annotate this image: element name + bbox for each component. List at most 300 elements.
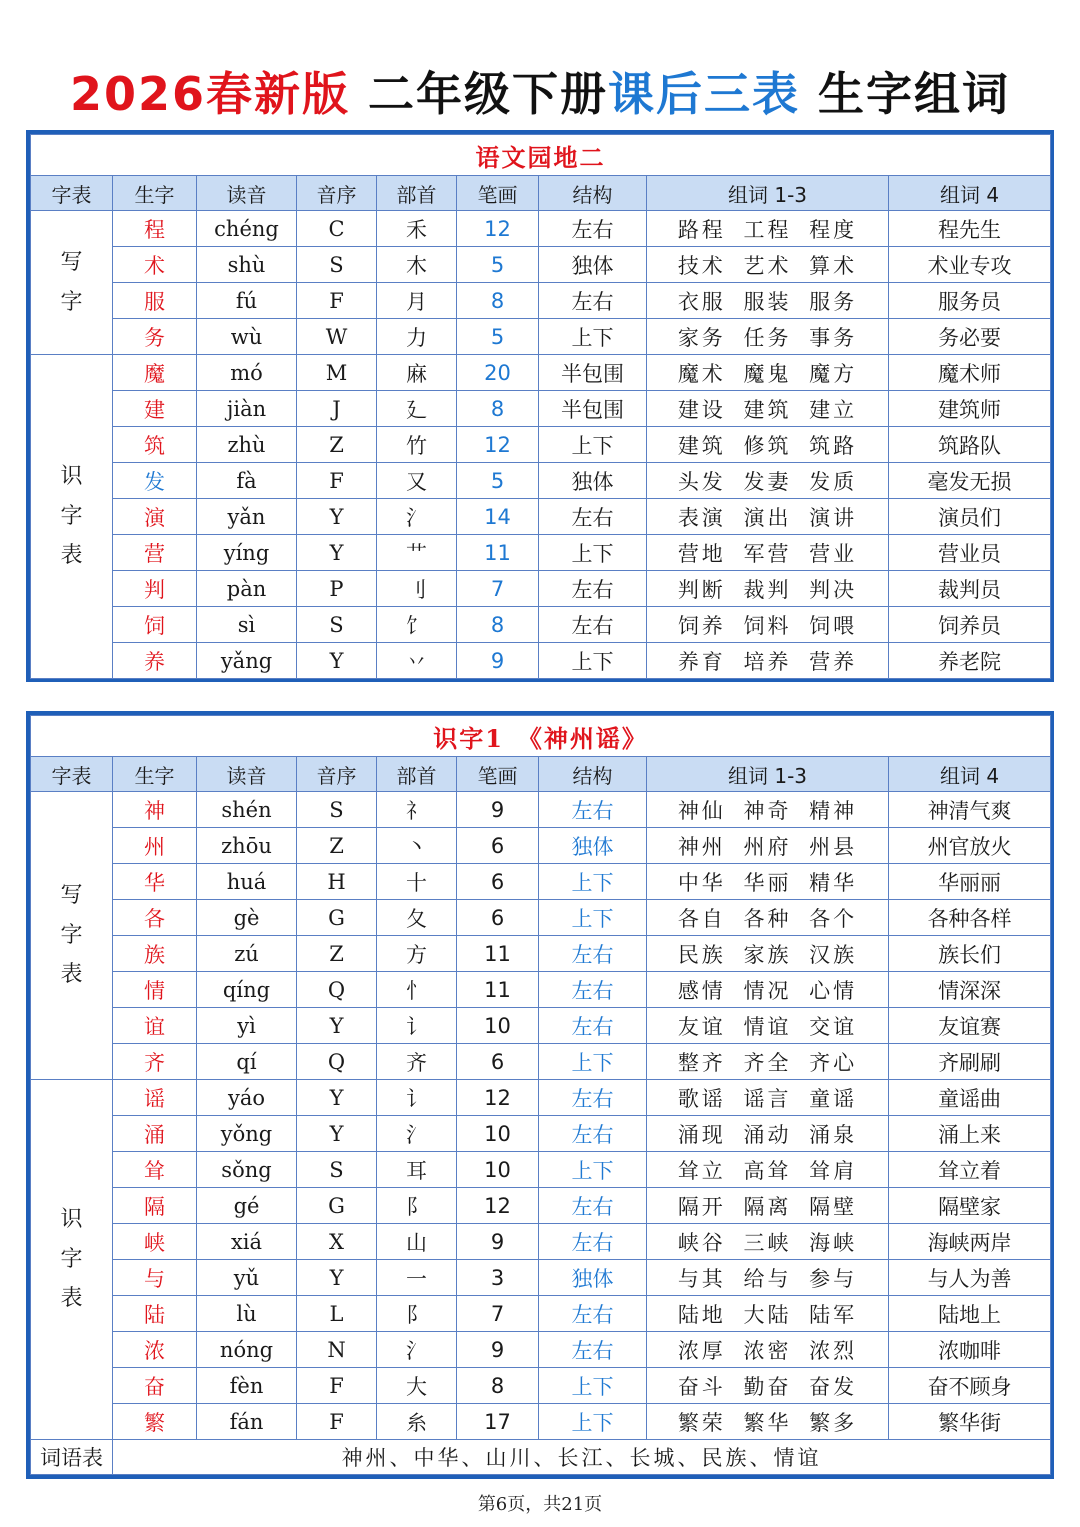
- table-row: [31, 792, 1051, 828]
- column-header: 部首: [377, 176, 457, 211]
- group-label: [31, 211, 113, 355]
- column-header: 结构: [539, 176, 647, 211]
- stroke-count-cell: 8: [457, 1368, 539, 1404]
- column-header: 组词 1-3: [647, 757, 889, 792]
- table-row: [31, 211, 1051, 247]
- column-header: 音序: [297, 757, 377, 792]
- word4-cell: 华丽丽: [889, 864, 1051, 900]
- words-cell: 涌现 涌动 涌泉: [647, 1116, 889, 1152]
- initial-cell: Y: [297, 535, 377, 571]
- char-cell: 齐: [113, 1044, 197, 1080]
- initial-cell: F: [297, 283, 377, 319]
- word4-cell: 浓咖啡: [889, 1332, 1051, 1368]
- stroke-count-cell: 12: [457, 427, 539, 463]
- char-cell: 筑: [113, 427, 197, 463]
- structure-cell: 独体: [539, 247, 647, 283]
- words-cell: 技术 艺术 算术: [647, 247, 889, 283]
- structure-cell: 独体: [539, 463, 647, 499]
- stroke-count-cell: 8: [457, 283, 539, 319]
- initial-cell: Z: [297, 828, 377, 864]
- pinyin-cell: zhù: [197, 427, 297, 463]
- char-cell: 与: [113, 1260, 197, 1296]
- table-row: [31, 1152, 1051, 1188]
- radical-cell: 饣: [377, 607, 457, 643]
- word4-cell: 服务员: [889, 283, 1051, 319]
- char-cell: 情: [113, 972, 197, 1008]
- initial-cell: G: [297, 1188, 377, 1224]
- structure-cell: 上下: [539, 1152, 647, 1188]
- initial-cell: Y: [297, 1116, 377, 1152]
- pinyin-cell: zhōu: [197, 828, 297, 864]
- char-cell: 涌: [113, 1116, 197, 1152]
- stroke-count-cell: 9: [457, 792, 539, 828]
- char-cell: 州: [113, 828, 197, 864]
- pinyin-cell: gé: [197, 1188, 297, 1224]
- stroke-count-cell: 7: [457, 1296, 539, 1332]
- initial-cell: G: [297, 900, 377, 936]
- group-label: [31, 355, 113, 679]
- radical-cell: 糸: [377, 1404, 457, 1440]
- char-cell: 陆: [113, 1296, 197, 1332]
- stroke-count-cell: 11: [457, 535, 539, 571]
- char-cell: 族: [113, 936, 197, 972]
- stroke-count-cell: 7: [457, 571, 539, 607]
- initial-cell: C: [297, 211, 377, 247]
- structure-cell: 上下: [539, 864, 647, 900]
- word4-cell: 耸立着: [889, 1152, 1051, 1188]
- words-cell: 判断 裁判 判决: [647, 571, 889, 607]
- stroke-count-cell: 11: [457, 972, 539, 1008]
- radical-cell: 夂: [377, 900, 457, 936]
- char-cell: 程: [113, 211, 197, 247]
- structure-cell: 上下: [539, 643, 647, 679]
- words-cell: 与其 给与 参与: [647, 1260, 889, 1296]
- column-header: 生字: [113, 757, 197, 792]
- words-cell: 友谊 情谊 交谊: [647, 1008, 889, 1044]
- word4-cell: 齐刷刷: [889, 1044, 1051, 1080]
- char-cell: 养: [113, 643, 197, 679]
- table-row: [31, 391, 1051, 427]
- pinyin-cell: yǔ: [197, 1260, 297, 1296]
- table-row: [31, 535, 1051, 571]
- table-row: [31, 427, 1051, 463]
- group-label: [31, 792, 113, 1080]
- table-row: [31, 643, 1051, 679]
- group-label-text: 写字: [60, 249, 83, 315]
- stroke-count-cell: 9: [457, 1224, 539, 1260]
- structure-cell: 左右: [539, 283, 647, 319]
- column-header: 部首: [377, 757, 457, 792]
- initial-cell: H: [297, 864, 377, 900]
- stroke-count-cell: 14: [457, 499, 539, 535]
- structure-cell: 独体: [539, 1260, 647, 1296]
- table-row: [31, 1404, 1051, 1440]
- char-cell: 魔: [113, 355, 197, 391]
- column-header: 音序: [297, 176, 377, 211]
- stroke-count-cell: 8: [457, 607, 539, 643]
- pinyin-cell: xiá: [197, 1224, 297, 1260]
- initial-cell: S: [297, 247, 377, 283]
- table-row: [31, 900, 1051, 936]
- words-cell: 隔开 隔离 隔壁: [647, 1188, 889, 1224]
- words-cell: 整齐 齐全 齐心: [647, 1044, 889, 1080]
- initial-cell: F: [297, 463, 377, 499]
- initial-cell: Z: [297, 427, 377, 463]
- pinyin-cell: fán: [197, 1404, 297, 1440]
- word4-cell: 繁华街: [889, 1404, 1051, 1440]
- radical-cell: 讠: [377, 1080, 457, 1116]
- words-cell: 养育 培养 营养: [647, 643, 889, 679]
- char-cell: 峡: [113, 1224, 197, 1260]
- char-cell: 发: [113, 463, 197, 499]
- pinyin-cell: huá: [197, 864, 297, 900]
- initial-cell: Y: [297, 1008, 377, 1044]
- char-cell: 饲: [113, 607, 197, 643]
- char-cell: 耸: [113, 1152, 197, 1188]
- word4-cell: 筑路队: [889, 427, 1051, 463]
- words-cell: 陆地 大陆 陆军: [647, 1296, 889, 1332]
- char-cell: 隔: [113, 1188, 197, 1224]
- word4-cell: 友谊赛: [889, 1008, 1051, 1044]
- char-cell: 奋: [113, 1368, 197, 1404]
- pinyin-cell: shén: [197, 792, 297, 828]
- char-cell: 神: [113, 792, 197, 828]
- section-yuwen-yuandi-2: [26, 130, 1054, 682]
- pinyin-cell: fèn: [197, 1368, 297, 1404]
- table-row: [31, 1080, 1051, 1116]
- char-cell: 演: [113, 499, 197, 535]
- stroke-count-cell: 11: [457, 936, 539, 972]
- radical-cell: 廴: [377, 391, 457, 427]
- char-cell: 各: [113, 900, 197, 936]
- pinyin-cell: yǎng: [197, 643, 297, 679]
- word4-cell: 裁判员: [889, 571, 1051, 607]
- column-header: 组词 4: [889, 757, 1051, 792]
- word4-cell: 隔壁家: [889, 1188, 1051, 1224]
- structure-cell: 左右: [539, 1080, 647, 1116]
- words-cell: 饲养 饲料 饲喂: [647, 607, 889, 643]
- word4-cell: 海峡两岸: [889, 1224, 1051, 1260]
- column-header: 笔画: [457, 757, 539, 792]
- initial-cell: F: [297, 1404, 377, 1440]
- initial-cell: Y: [297, 1080, 377, 1116]
- stroke-count-cell: 8: [457, 391, 539, 427]
- words-cell: 表演 演出 演讲: [647, 499, 889, 535]
- stroke-count-cell: 10: [457, 1116, 539, 1152]
- pinyin-cell: yǎn: [197, 499, 297, 535]
- radical-cell: 刂: [377, 571, 457, 607]
- title-year: 2026: [69, 67, 207, 121]
- vocab-words: 神州、中华、山川、长江、长城、民族、情谊: [113, 1440, 1051, 1475]
- pinyin-cell: yáo: [197, 1080, 297, 1116]
- table-row: [31, 1116, 1051, 1152]
- table-row: [31, 1368, 1051, 1404]
- structure-cell: 左右: [539, 936, 647, 972]
- table-row: [31, 936, 1051, 972]
- structure-cell: 左右: [539, 571, 647, 607]
- table-row: [31, 571, 1051, 607]
- word4-cell: 族长们: [889, 936, 1051, 972]
- column-header: 笔画: [457, 176, 539, 211]
- char-cell: 判: [113, 571, 197, 607]
- radical-cell: 氵: [377, 1332, 457, 1368]
- pinyin-cell: wù: [197, 319, 297, 355]
- char-table-1: [30, 134, 1051, 679]
- column-header-row: [31, 757, 1051, 792]
- table-row: [31, 463, 1051, 499]
- words-cell: 峡谷 三峡 海峡: [647, 1224, 889, 1260]
- structure-cell: 左右: [539, 792, 647, 828]
- pinyin-cell: mó: [197, 355, 297, 391]
- radical-cell: 丶: [377, 828, 457, 864]
- initial-cell: S: [297, 792, 377, 828]
- structure-cell: 上下: [539, 535, 647, 571]
- radical-cell: 耳: [377, 1152, 457, 1188]
- table-row: [31, 607, 1051, 643]
- char-cell: 术: [113, 247, 197, 283]
- char-cell: 建: [113, 391, 197, 427]
- initial-cell: Q: [297, 972, 377, 1008]
- char-cell: 浓: [113, 1332, 197, 1368]
- structure-cell: 左右: [539, 1008, 647, 1044]
- structure-cell: 左右: [539, 972, 647, 1008]
- radical-cell: 麻: [377, 355, 457, 391]
- structure-cell: 上下: [539, 900, 647, 936]
- words-cell: 头发 发妻 发质: [647, 463, 889, 499]
- structure-cell: 上下: [539, 1044, 647, 1080]
- radical-cell: 月: [377, 283, 457, 319]
- words-cell: 民族 家族 汉族: [647, 936, 889, 972]
- char-cell: 营: [113, 535, 197, 571]
- structure-cell: 上下: [539, 1404, 647, 1440]
- pinyin-cell: sǒng: [197, 1152, 297, 1188]
- table-row: [31, 828, 1051, 864]
- radical-cell: 艹: [377, 535, 457, 571]
- pinyin-cell: zú: [197, 936, 297, 972]
- table-row: [31, 355, 1051, 391]
- initial-cell: Z: [297, 936, 377, 972]
- column-header: 读音: [197, 757, 297, 792]
- pinyin-cell: chéng: [197, 211, 297, 247]
- radical-cell: 礻: [377, 792, 457, 828]
- structure-cell: 左右: [539, 1296, 647, 1332]
- section-title: 语文园地二: [31, 135, 1051, 176]
- table-row: [31, 864, 1051, 900]
- initial-cell: S: [297, 1152, 377, 1188]
- section-shizi-1: [26, 711, 1054, 1479]
- stroke-count-cell: 9: [457, 1332, 539, 1368]
- word4-cell: 魔术师: [889, 355, 1051, 391]
- column-header: 组词 4: [889, 176, 1051, 211]
- structure-cell: 左右: [539, 1116, 647, 1152]
- radical-cell: 禾: [377, 211, 457, 247]
- words-cell: 营地 军营 营业: [647, 535, 889, 571]
- pinyin-cell: fà: [197, 463, 297, 499]
- radical-cell: 又: [377, 463, 457, 499]
- words-cell: 神仙 神奇 精神: [647, 792, 889, 828]
- group-label-text: 识字表: [60, 1207, 83, 1312]
- table-row: [31, 1008, 1051, 1044]
- structure-cell: 独体: [539, 828, 647, 864]
- radical-cell: 丷: [377, 643, 457, 679]
- words-cell: 感情 情况 心情: [647, 972, 889, 1008]
- table-row: [31, 1260, 1051, 1296]
- section-title-row: [31, 135, 1051, 176]
- words-cell: 浓厚 浓密 浓烈: [647, 1332, 889, 1368]
- page-footer: 第6页，共21页: [477, 1494, 603, 1515]
- stroke-count-cell: 6: [457, 900, 539, 936]
- words-cell: 魔术 魔鬼 魔方: [647, 355, 889, 391]
- stroke-count-cell: 6: [457, 1044, 539, 1080]
- structure-cell: 上下: [539, 427, 647, 463]
- word4-cell: 养老院: [889, 643, 1051, 679]
- char-table-2: [30, 715, 1051, 1475]
- column-header: 组词 1-3: [647, 176, 889, 211]
- radical-cell: 阝: [377, 1188, 457, 1224]
- words-cell: 建设 建筑 建立: [647, 391, 889, 427]
- pinyin-cell: yì: [197, 1008, 297, 1044]
- title-grade: 二年级下册: [368, 67, 609, 121]
- stroke-count-cell: 6: [457, 864, 539, 900]
- pinyin-cell: shù: [197, 247, 297, 283]
- column-header: 读音: [197, 176, 297, 211]
- group-label-text: 写字表: [60, 883, 83, 988]
- words-cell: 各自 各种 各个: [647, 900, 889, 936]
- char-cell: 务: [113, 319, 197, 355]
- pinyin-cell: gè: [197, 900, 297, 936]
- stroke-count-cell: 20: [457, 355, 539, 391]
- word4-cell: 建筑师: [889, 391, 1051, 427]
- word4-cell: 童谣曲: [889, 1080, 1051, 1116]
- structure-cell: 左右: [539, 211, 647, 247]
- stroke-count-cell: 5: [457, 319, 539, 355]
- pinyin-cell: fú: [197, 283, 297, 319]
- word4-cell: 州官放火: [889, 828, 1051, 864]
- initial-cell: Y: [297, 643, 377, 679]
- stroke-count-cell: 12: [457, 1080, 539, 1116]
- structure-cell: 半包围: [539, 391, 647, 427]
- word4-cell: 术业专攻: [889, 247, 1051, 283]
- title-edition: 春新版: [206, 67, 351, 121]
- initial-cell: Q: [297, 1044, 377, 1080]
- structure-cell: 左右: [539, 1188, 647, 1224]
- word4-cell: 情深深: [889, 972, 1051, 1008]
- initial-cell: Y: [297, 1260, 377, 1296]
- table-row: [31, 499, 1051, 535]
- char-cell: 繁: [113, 1404, 197, 1440]
- pinyin-cell: qí: [197, 1044, 297, 1080]
- words-cell: 歌谣 谣言 童谣: [647, 1080, 889, 1116]
- table-row: [31, 1332, 1051, 1368]
- initial-cell: L: [297, 1296, 377, 1332]
- words-cell: 繁荣 繁华 繁多: [647, 1404, 889, 1440]
- word4-cell: 奋不顾身: [889, 1368, 1051, 1404]
- radical-cell: 忄: [377, 972, 457, 1008]
- pinyin-cell: yǒng: [197, 1116, 297, 1152]
- radical-cell: 氵: [377, 499, 457, 535]
- radical-cell: 竹: [377, 427, 457, 463]
- pinyin-cell: qíng: [197, 972, 297, 1008]
- initial-cell: X: [297, 1224, 377, 1260]
- stroke-count-cell: 5: [457, 247, 539, 283]
- initial-cell: J: [297, 391, 377, 427]
- structure-cell: 上下: [539, 1368, 647, 1404]
- word4-cell: 务必要: [889, 319, 1051, 355]
- structure-cell: 左右: [539, 499, 647, 535]
- radical-cell: 阝: [377, 1296, 457, 1332]
- stroke-count-cell: 12: [457, 211, 539, 247]
- table-row: [31, 1188, 1051, 1224]
- char-cell: 服: [113, 283, 197, 319]
- structure-cell: 左右: [539, 1332, 647, 1368]
- section-title: 识字1 《神州谣》: [31, 716, 1051, 757]
- words-cell: 建筑 修筑 筑路: [647, 427, 889, 463]
- initial-cell: M: [297, 355, 377, 391]
- page-title: [0, 58, 1080, 124]
- word4-cell: 营业员: [889, 535, 1051, 571]
- stroke-count-cell: 12: [457, 1188, 539, 1224]
- table-row: [31, 319, 1051, 355]
- column-header: 结构: [539, 757, 647, 792]
- stroke-count-cell: 17: [457, 1404, 539, 1440]
- radical-cell: 齐: [377, 1044, 457, 1080]
- group-label-text: 识字表: [60, 464, 83, 569]
- table-row: [31, 972, 1051, 1008]
- radical-cell: 氵: [377, 1116, 457, 1152]
- char-cell: 谣: [113, 1080, 197, 1116]
- table-row: [31, 283, 1051, 319]
- word4-cell: 饲养员: [889, 607, 1051, 643]
- pinyin-cell: sì: [197, 607, 297, 643]
- group-label: [31, 1080, 113, 1440]
- radical-cell: 讠: [377, 1008, 457, 1044]
- stroke-count-cell: 9: [457, 643, 539, 679]
- structure-cell: 左右: [539, 607, 647, 643]
- stroke-count-cell: 5: [457, 463, 539, 499]
- word4-cell: 程先生: [889, 211, 1051, 247]
- structure-cell: 左右: [539, 1224, 647, 1260]
- pinyin-cell: jiàn: [197, 391, 297, 427]
- words-cell: 神州 州府 州县: [647, 828, 889, 864]
- title-subject: 生字组词: [818, 67, 1011, 121]
- words-cell: 耸立 高耸 耸肩: [647, 1152, 889, 1188]
- table-row: [31, 1044, 1051, 1080]
- initial-cell: P: [297, 571, 377, 607]
- pinyin-cell: nóng: [197, 1332, 297, 1368]
- pinyin-cell: lù: [197, 1296, 297, 1332]
- vocab-label: 词语表: [31, 1440, 113, 1475]
- radical-cell: 力: [377, 319, 457, 355]
- initial-cell: N: [297, 1332, 377, 1368]
- word4-cell: 与人为善: [889, 1260, 1051, 1296]
- column-header: 字表: [31, 757, 113, 792]
- initial-cell: S: [297, 607, 377, 643]
- radical-cell: 十: [377, 864, 457, 900]
- stroke-count-cell: 10: [457, 1008, 539, 1044]
- word4-cell: 陆地上: [889, 1296, 1051, 1332]
- initial-cell: W: [297, 319, 377, 355]
- table-row: [31, 247, 1051, 283]
- initial-cell: Y: [297, 499, 377, 535]
- radical-cell: 大: [377, 1368, 457, 1404]
- vocab-row: [31, 1440, 1051, 1475]
- words-cell: 衣服 服装 服务: [647, 283, 889, 319]
- column-header-row: [31, 176, 1051, 211]
- column-header: 字表: [31, 176, 113, 211]
- radical-cell: 一: [377, 1260, 457, 1296]
- words-cell: 奋斗 勤奋 奋发: [647, 1368, 889, 1404]
- word4-cell: 各种各样: [889, 900, 1051, 936]
